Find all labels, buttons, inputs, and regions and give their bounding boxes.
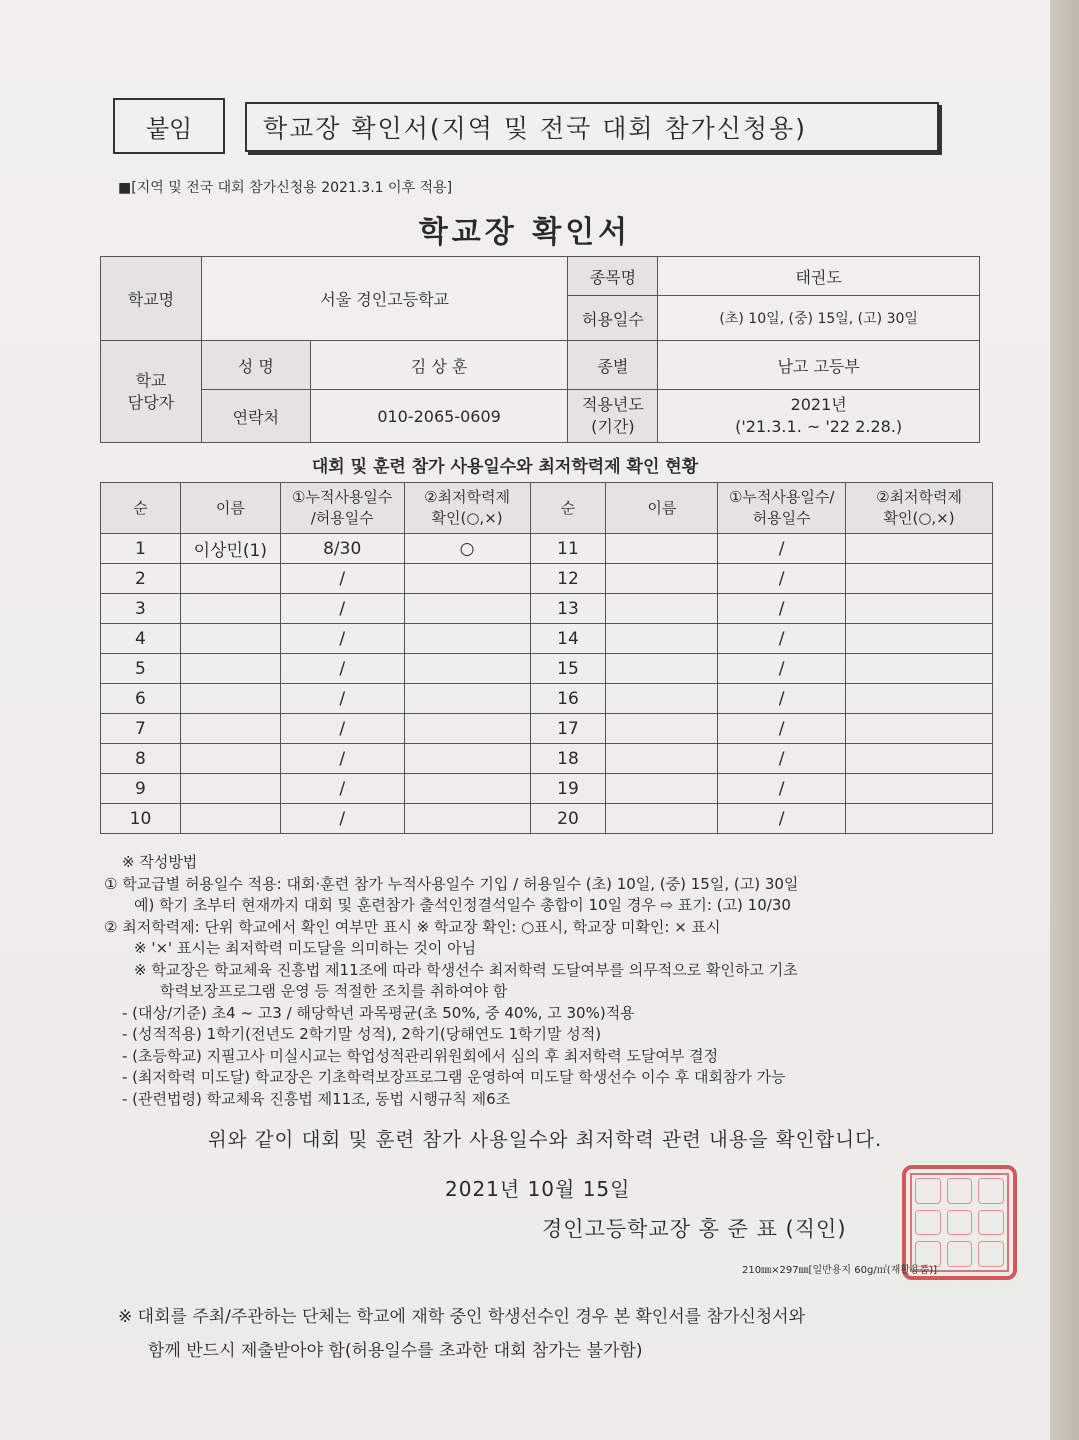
cell-name — [180, 744, 280, 774]
cell-no2: 14 — [530, 624, 606, 654]
cell-academic2 — [846, 714, 993, 744]
col-name: 이름 — [180, 483, 280, 534]
table-row — [101, 804, 993, 834]
cell-academic2 — [846, 624, 993, 654]
method-line-5: ※ 학교장은 학교체육 진흥법 제11조에 따라 학생선수 최저학력 도달여부를 의무적으로 확인하고 기초 — [134, 960, 798, 979]
allowed-value: (초) 10일, (중) 15일, (고) 30일 — [658, 296, 980, 341]
cell-no: 8 — [101, 744, 181, 774]
cell-name2 — [606, 654, 718, 684]
contact-value: 010-2065-0609 — [310, 390, 568, 443]
cell-no: 2 — [101, 564, 181, 594]
cell-academic — [404, 564, 530, 594]
manager-label: 학교 담당자 — [101, 341, 202, 443]
cell-days: 8/30 — [280, 534, 404, 564]
col-academic: ②최저학력제 확인(○,×) — [404, 483, 530, 534]
cell-days: / — [280, 684, 404, 714]
cell-academic: ○ — [404, 534, 530, 564]
cell-no2: 12 — [530, 564, 606, 594]
roster-table — [100, 482, 993, 834]
cell-days2: / — [718, 774, 846, 804]
cell-days: / — [280, 744, 404, 774]
method-line-3: ② 최저학력제: 단위 학교에서 확인 여부만 표시 ※ 학교장 확인: ○표시, 학교장 미확인: × 표시 — [104, 917, 721, 936]
method-line-11: - (관련법령) 학교체육 진흥법 제11조, 동법 시행규칙 제6조 — [122, 1089, 511, 1108]
footnote-line-2: 함께 반드시 제출받아야 함(허용일수를 초과한 대회 참가는 불가함) — [148, 1341, 643, 1361]
cell-academic — [404, 654, 530, 684]
cell-academic2 — [846, 564, 993, 594]
cell-name2 — [606, 594, 718, 624]
cell-name2 — [606, 564, 718, 594]
cell-no: 4 — [101, 624, 181, 654]
cell-days2: / — [718, 714, 846, 744]
cell-days: / — [280, 564, 404, 594]
cell-academic — [404, 744, 530, 774]
seal-pattern — [910, 1173, 1009, 1272]
cell-days: / — [280, 654, 404, 684]
page-title: 학교장 확인서 — [418, 215, 632, 250]
method-line-9: - (초등학교) 지필고사 미실시교는 학업성적관리위원회에서 심의 후 최저학력 도달여부 결정 — [122, 1046, 719, 1065]
category-label: 종별 — [568, 341, 658, 390]
cell-name — [180, 774, 280, 804]
cell-academic2 — [846, 534, 993, 564]
cell-academic2 — [846, 594, 993, 624]
table-row — [101, 534, 993, 564]
col-days-2: ①누적사용일수/ 허용일수 — [718, 483, 846, 534]
issue-date: 2021년 10월 15일 — [445, 1177, 631, 1201]
cell-days2: / — [718, 594, 846, 624]
attachment-tag: 붙임 — [113, 98, 225, 154]
cell-name2 — [606, 774, 718, 804]
cell-name — [180, 654, 280, 684]
col-days: ①누적사용일수 /허용일수 — [280, 483, 404, 534]
method-line-4: ※ '×' 표시는 최저학력 미도달을 의미하는 것이 아님 — [134, 939, 477, 957]
cell-no: 5 — [101, 654, 181, 684]
name-value: 김 상 훈 — [310, 341, 568, 390]
cell-name2 — [606, 624, 718, 654]
cell-days2: / — [718, 624, 846, 654]
signer-line: 경인고등학교장 홍 준 표 (직인) — [542, 1217, 847, 1241]
cell-academic — [404, 714, 530, 744]
footnote-line-1: ※ 대회를 주최/주관하는 단체는 학교에 재학 중인 학생선수인 경우 본 확인서를 참가신청서와 — [118, 1307, 806, 1327]
cell-no2: 15 — [530, 654, 606, 684]
method-title: ※ 작성방법 — [122, 853, 198, 871]
cell-name — [180, 594, 280, 624]
cell-name — [180, 564, 280, 594]
method-line-1: ① 학교급별 허용일수 적용: 대회·훈련 참가 누적사용일수 기입 / 허용일수 (초) 10일, (중) 15일, (고) 30일 — [104, 874, 799, 893]
cell-days2: / — [718, 804, 846, 834]
section-title: 대회 및 훈련 참가 사용일수와 최저학력제 확인 현황 — [311, 457, 699, 477]
cell-no2: 16 — [530, 684, 606, 714]
cell-days: / — [280, 714, 404, 744]
method-line-6: 학력보장프로그램 운영 등 적절한 조치를 취하여야 함 — [160, 982, 508, 1000]
cell-days2: / — [718, 534, 846, 564]
table-row — [101, 564, 993, 594]
year-label: 적용년도 (기간) — [568, 390, 658, 443]
sport-label: 종목명 — [568, 257, 658, 296]
method-line-10: - (최저학력 미도달) 학교장은 기초학력보장프로그램 운영하여 미도달 학생선수 이수 후 대회참가 가능 — [122, 1068, 786, 1086]
cell-days2: / — [718, 744, 846, 774]
col-no-2: 순 — [530, 483, 606, 534]
cell-no: 7 — [101, 714, 181, 744]
cell-days: / — [280, 804, 404, 834]
header-title: 학교장 확인서(지역 및 전국 대회 참가신청용) — [245, 102, 939, 152]
cell-days2: / — [718, 564, 846, 594]
cell-name2 — [606, 714, 718, 744]
cell-no: 3 — [101, 594, 181, 624]
table-row — [101, 624, 993, 654]
cell-academic — [404, 684, 530, 714]
cell-days: / — [280, 624, 404, 654]
cell-academic2 — [846, 654, 993, 684]
cell-name — [180, 714, 280, 744]
cell-days2: / — [718, 654, 846, 684]
info-table — [100, 256, 980, 443]
table-row — [101, 714, 993, 744]
table-row — [101, 654, 993, 684]
cell-name — [180, 804, 280, 834]
cell-no2: 20 — [530, 804, 606, 834]
cell-academic2 — [846, 744, 993, 774]
year-cell — [658, 390, 980, 443]
cell-days: / — [280, 774, 404, 804]
table-row — [101, 774, 993, 804]
table-row — [101, 744, 993, 774]
paper-spec: 210㎜×297㎜[일반용지 60g/㎡(재활용품)] — [742, 1265, 938, 1276]
cell-no2: 19 — [530, 774, 606, 804]
allowed-label: 허용일수 — [568, 296, 658, 341]
cell-no: 9 — [101, 774, 181, 804]
school-label: 학교명 — [101, 257, 202, 341]
cell-days: / — [280, 594, 404, 624]
background-edge — [1050, 0, 1079, 1440]
cell-no: 1 — [101, 534, 181, 564]
name-label: 성 명 — [201, 341, 310, 390]
table-row — [101, 684, 993, 714]
top-note: ■[지역 및 전국 대회 참가신청용 2021.3.1 이후 적용] — [118, 180, 453, 196]
school-value: 서울 경인고등학교 — [201, 257, 568, 341]
cell-name2 — [606, 744, 718, 774]
cell-name2 — [606, 804, 718, 834]
writing-method — [104, 852, 1004, 1110]
cell-academic2 — [846, 774, 993, 804]
confirm-statement: 위와 같이 대회 및 훈련 참가 사용일수와 최저학력 관련 내용을 확인합니다. — [207, 1128, 883, 1151]
period-value: ('21.3.1. ~ '22 2.28.) — [735, 417, 903, 436]
contact-label: 연락처 — [201, 390, 310, 443]
cell-academic — [404, 624, 530, 654]
col-academic-2: ②최저학력제 확인(○,×) — [846, 483, 993, 534]
cell-name2 — [606, 534, 718, 564]
method-line-2: 예) 학기 초부터 현재까지 대회 및 훈련참가 출석인정결석일수 총합이 10일 경우 ⇨ 표기: (고) 10/30 — [134, 896, 791, 914]
cell-name — [180, 624, 280, 654]
cell-no2: 13 — [530, 594, 606, 624]
sport-value: 태권도 — [658, 257, 980, 296]
cell-no: 6 — [101, 684, 181, 714]
year-value: 2021년 — [790, 395, 847, 414]
cell-academic2 — [846, 804, 993, 834]
category-value: 남고 고등부 — [658, 341, 980, 390]
col-no: 순 — [101, 483, 181, 534]
cell-academic2 — [846, 684, 993, 714]
cell-name2 — [606, 684, 718, 714]
cell-no2: 18 — [530, 744, 606, 774]
cell-no2: 17 — [530, 714, 606, 744]
col-name-2: 이름 — [606, 483, 718, 534]
cell-academic — [404, 594, 530, 624]
cell-academic — [404, 804, 530, 834]
cell-name: 이상민(1) — [180, 534, 280, 564]
method-line-8: - (성적적용) 1학기(전년도 2학기말 성적), 2학기(당해연도 1학기말 성적) — [122, 1025, 602, 1043]
footnote — [118, 1300, 805, 1368]
table-row — [101, 594, 993, 624]
method-line-7: - (대상/기준) 초4 ~ 고3 / 해당학년 과목평균(초 50%, 중 40%, 고 30%)적용 — [122, 1003, 635, 1022]
cell-name — [180, 684, 280, 714]
cell-no2: 11 — [530, 534, 606, 564]
cell-no: 10 — [101, 804, 181, 834]
cell-academic — [404, 774, 530, 804]
cell-days2: / — [718, 684, 846, 714]
